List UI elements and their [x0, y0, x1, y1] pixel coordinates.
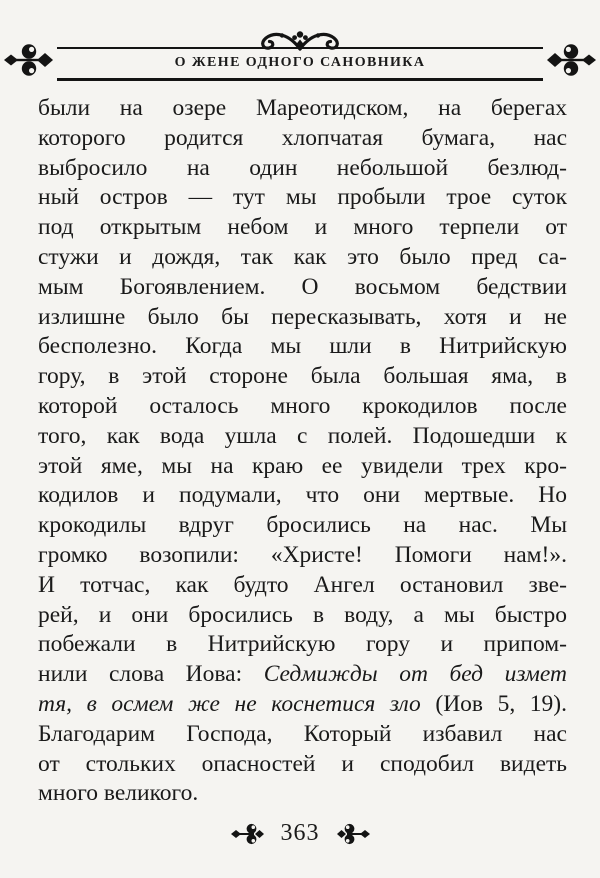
text-segment: (Иов 5, 19). — [435, 690, 567, 717]
text-line — [38, 481, 567, 511]
text-segment: побежали в Нитрийскую гору и припом- — [38, 631, 567, 658]
text-segment: которой осталось много крокодилов после — [38, 392, 567, 419]
text-line — [38, 362, 567, 392]
text-segment: нили слова Иова: — [38, 661, 264, 688]
text-line — [38, 511, 567, 541]
text-line — [38, 124, 567, 154]
text-line — [38, 213, 567, 243]
text-segment: рей, и они бросились в воду, а мы быстро — [38, 601, 567, 628]
text-segment: гору, в этой стороне была большая яма, в — [38, 363, 567, 390]
running-title: О ЖЕНЕ ОДНОГО САНОВНИКА — [174, 54, 426, 70]
header-crest-icon — [245, 28, 355, 52]
text-segment: Благодарим Господа, Который избавил нас — [38, 720, 567, 747]
page-number: 363 — [280, 820, 320, 846]
text-line — [38, 243, 567, 273]
text-segment: которого родится хлопчатая бумага, нас — [38, 124, 567, 151]
text-segment: громко возопили: «Христе! Помоги нам!». — [38, 541, 567, 568]
text-line — [38, 273, 567, 303]
body-text — [38, 94, 567, 809]
header-right-fleuron-icon — [545, 41, 597, 79]
text-line — [38, 94, 567, 124]
scripture-quote-segment: Седмижды от бед измет — [263, 661, 567, 688]
text-line — [38, 660, 567, 690]
text-segment: излишне было бы пересказывать, хотя и не — [38, 303, 567, 330]
header-band — [57, 47, 543, 81]
text-line — [38, 690, 567, 720]
text-segment: И тотчас, как будто Ангел остановил зве- — [38, 571, 567, 598]
text-line — [38, 422, 567, 452]
text-segment: ный остров — тут мы пробыли трое суток — [38, 184, 567, 211]
text-segment: стужи и дождя, так как это было пред са- — [38, 243, 567, 270]
page-footer — [0, 820, 600, 847]
text-segment: под открытым небом и много терпели от — [38, 214, 567, 241]
footer-right-ornament-icon — [337, 823, 370, 845]
text-segment: бесполезно. Когда мы шли в Нитрийскую — [38, 333, 567, 360]
text-line — [38, 541, 567, 571]
text-segment: того, как вода ушла с полей. Подошедши к — [38, 422, 567, 449]
text-line — [38, 601, 567, 631]
text-line — [38, 183, 567, 213]
text-line — [38, 720, 567, 750]
text-segment: много великого. — [38, 780, 199, 807]
footer-left-ornament-icon — [231, 823, 264, 845]
text-line — [38, 750, 567, 780]
text-line — [38, 452, 567, 482]
text-segment: этой яме, мы на краю ее увидели трех кро- — [38, 452, 567, 479]
text-line — [38, 154, 567, 184]
text-line — [38, 332, 567, 362]
text-line — [38, 779, 567, 809]
text-segment: мым Богоявлением. О восьмом бедствии — [38, 273, 567, 300]
text-segment: кодилов и подумали, что они мертвые. Но — [38, 482, 567, 509]
text-segment: были на озере Мареотидском, на берегах — [38, 95, 567, 121]
text-segment: крокодилы вдруг бросились на нас. Мы — [38, 512, 567, 539]
scripture-quote-segment: тя, в осмем же не коснетися зло — [38, 690, 436, 717]
header-left-fleuron-icon — [3, 41, 55, 79]
text-segment: от стольких опасностей и сподобил видеть — [38, 750, 567, 777]
text-line — [38, 571, 567, 601]
text-segment: выбросило на один небольшой безлюд- — [38, 154, 567, 181]
text-line — [38, 630, 567, 660]
text-line — [38, 303, 567, 333]
chapter-header — [0, 28, 600, 82]
text-line — [38, 392, 567, 422]
